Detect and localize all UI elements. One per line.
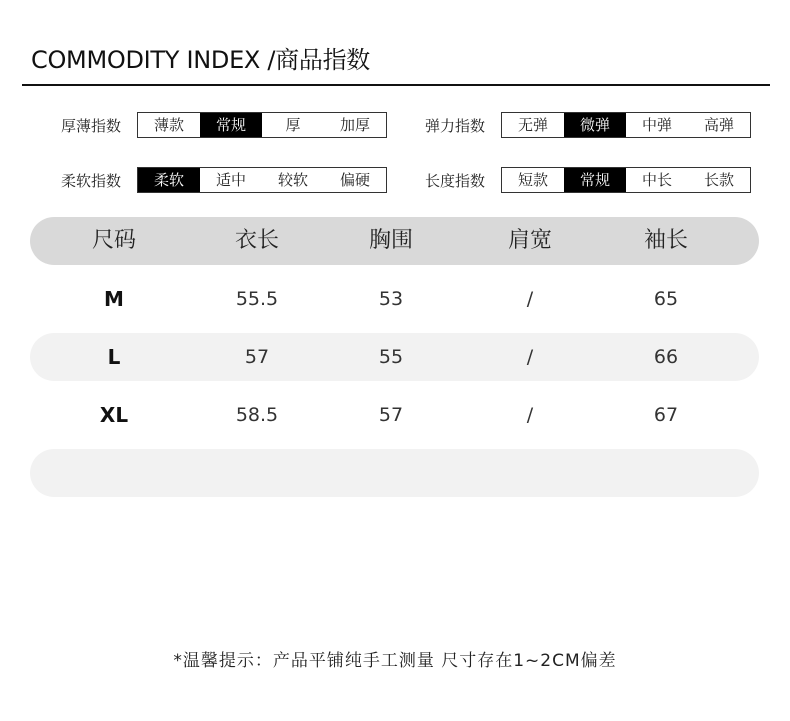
index-option: 高弹 [703, 116, 734, 134]
index-options [501, 112, 751, 138]
index-label: 长度指数 [425, 171, 486, 190]
cell-sleeve: 67 [653, 404, 679, 426]
index-options [501, 167, 751, 193]
index-option: 中弹 [641, 116, 672, 134]
cell-length: 58.5 [235, 404, 279, 426]
header-size: 尺码 [91, 228, 136, 253]
index-option: 适中 [215, 171, 246, 189]
index-option-selected: 柔软 [138, 168, 200, 192]
cell-chest: 55 [378, 346, 404, 368]
index-options [137, 112, 387, 138]
cell-chest: 53 [378, 288, 404, 310]
table-row [30, 333, 759, 381]
index-label: 柔软指数 [61, 171, 122, 190]
index-softness [61, 166, 387, 194]
index-option-selected: 常规 [564, 168, 626, 192]
cell-sleeve: 65 [653, 288, 679, 310]
size-table [30, 217, 759, 507]
index-option: 加厚 [339, 116, 370, 134]
cell-shoulder: / [526, 404, 534, 426]
cell-length: 57 [244, 346, 270, 368]
index-option: 偏硬 [339, 171, 370, 189]
header-chest: 胸围 [368, 228, 413, 253]
table-row [30, 391, 759, 439]
cell-shoulder: / [526, 288, 534, 310]
index-option: 无弹 [517, 116, 548, 134]
cell-size: XL [99, 403, 129, 427]
index-option: 长款 [703, 171, 734, 189]
index-option: 薄款 [153, 116, 184, 134]
header-sleeve: 袖长 [643, 228, 688, 253]
index-length [425, 166, 751, 194]
index-option-selected: 微弹 [564, 113, 626, 137]
measurement-note: *温馨提示：产品平铺纯手工测量 尺寸存在1~2CM偏差 [173, 651, 617, 671]
index-label: 厚薄指数 [61, 116, 122, 135]
table-header-row [30, 217, 759, 265]
cell-size: M [104, 287, 124, 311]
cell-length: 55.5 [235, 288, 279, 310]
index-thickness [61, 111, 387, 139]
page-title: COMMODITY INDEX /商品指数 [31, 46, 370, 74]
index-elasticity [425, 111, 751, 139]
cell-sleeve: 66 [653, 346, 679, 368]
index-option: 中长 [641, 171, 672, 189]
header-shoulder: 肩宽 [507, 228, 552, 253]
header-length: 衣长 [234, 228, 279, 253]
index-option: 较软 [277, 171, 308, 189]
cell-size: L [107, 345, 121, 369]
table-row [30, 275, 759, 323]
title-divider [22, 84, 770, 86]
index-label: 弹力指数 [425, 116, 486, 135]
index-option-selected: 常规 [200, 113, 262, 137]
index-option: 短款 [517, 171, 548, 189]
cell-shoulder: / [526, 346, 534, 368]
table-row-empty [30, 449, 759, 497]
index-options [137, 167, 387, 193]
cell-chest: 57 [378, 404, 404, 426]
index-option: 厚 [285, 116, 301, 134]
